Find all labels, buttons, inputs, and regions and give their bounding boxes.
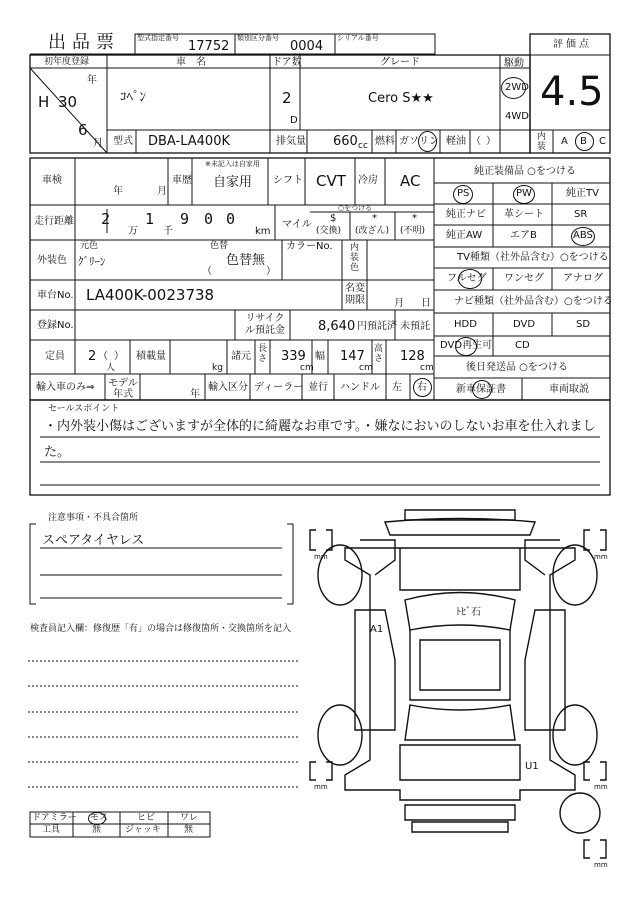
import-parallel: 並行 [308,382,328,393]
equip-tv: 純正TV [566,188,599,199]
grade: Cero S★★ [368,91,434,106]
inspector-label: 検査員記入欄：修復歴「有」の場合は修復箇所・交換箇所を記入 [30,624,292,634]
reg-no-label: 登録No. [37,320,74,331]
handle-left: 左 [392,382,402,393]
rear-bumper [405,805,515,820]
docs-label: 後日発送品 ○をつける [466,362,568,373]
paren-left: （ [471,136,481,147]
selected-circle [513,185,535,204]
score-label: 評価点 [553,39,592,50]
sales-point-line-2: た。 [44,445,71,460]
tv-type-label: TV種類（社外品含む）○をつける [457,252,609,263]
width-label: 幅 [315,351,325,362]
jack-label: ジャッキ [125,825,161,835]
displacement-unit: cc [358,141,368,151]
equip-airbag: エアB [510,230,537,241]
category-value: 0004 [290,39,324,54]
mark-a1: A1 [370,624,384,635]
paren-right: ） [114,351,124,362]
tools-label: 工具 [42,825,61,835]
car-name: ｺﾍﾟﾝ [120,90,146,105]
equip-abs: ABS [573,230,593,241]
navi-dvd-playback: DVD再生可 [440,340,493,351]
mm-spare: mm [594,861,608,869]
width-value: 147 [340,349,365,364]
load-unit: kg [212,363,223,373]
drive-2wd: 2WD [505,82,529,93]
model-year-label: モデル年式 [108,378,138,400]
people-unit: 人 [106,363,116,373]
repaint-label: 色替 [210,241,229,251]
load-label: 積載量 [136,351,166,362]
sales-point-label: セールスポイント [48,404,120,414]
mirror-label: ドアミラー [32,813,77,823]
expiry-month-mark: 月 [394,298,404,309]
chassis-label: 車台No. [37,290,74,301]
equip-leather: 革シート [504,209,544,220]
shaken-month-mark: 月 [157,186,167,197]
notes-label: 注意事項・不具合箇所 [48,513,139,523]
tools-value: 無 [92,825,102,835]
height-unit: cm [420,363,434,373]
rear-left-wheel [318,705,362,765]
circle-note: ○をつける [338,204,373,212]
interior-label: 内装 [537,132,547,152]
grade-label: グレード [380,57,420,68]
doors: 2 [282,89,292,107]
meter-exchange: (交換) [316,226,342,236]
orig-color-label: 元色 [80,241,99,251]
equip-aw: 純正AW [446,230,483,241]
mark-windshield: ﾄﾋﾞ石 [456,607,481,618]
fuel-diesel: 軽油 [446,136,466,147]
era: H [38,93,50,111]
length-value: 339 [281,349,306,364]
form-title: 出品票 [48,32,120,53]
selected-circle [472,380,492,399]
fuel-gasoline: ガソリン [399,136,439,147]
shift-value: CVT [316,172,346,190]
paren-left: （ [202,266,212,277]
chassis-value: LA400K-0023738 [86,286,215,304]
ac-label: 冷房 [358,175,378,186]
car-name-label: 車 名 [176,57,206,68]
navi-hdd: HDD [454,319,477,330]
mark-u1: U1 [525,761,539,772]
model-year-mark: 年 [190,389,200,400]
spare-tire [560,793,600,833]
selected-circle [418,131,437,152]
reg-month: 6 [78,121,88,139]
paren-left: （ [98,351,108,362]
height-value: 128 [400,349,425,364]
navi-dvd: DVD [513,319,536,330]
selected-circle [455,337,477,356]
sales-point-line-1: ・内外装小傷はございますが全体的に綺麗なお車です。・嫌なにおいのしないお車を仕入れまし [44,419,596,434]
registration-label: 車歴 [172,175,192,186]
selected-circle [501,77,526,99]
displacement-label: 排気量 [276,136,306,147]
mileage-digit-4: 0 [204,210,214,228]
paren-right: ） [266,266,276,277]
serial-label: シリアル番号 [337,34,379,42]
registration-note: ※未記入は自家用 [205,160,260,168]
sen-unit: 千 [163,226,173,237]
shift-label: シフト [273,175,303,186]
mirror-value: モス [90,813,109,823]
width-unit: cm [359,363,373,373]
category-label: 類別区分番号 [237,34,279,42]
month-mark: 月 [93,138,103,149]
year-mark: 年 [87,75,97,86]
recycle-unpaid: 未預託 [400,321,430,332]
meter-star-2: * [412,213,417,224]
ac-value: AC [400,172,421,190]
drive-4wd: 4WD [505,111,529,122]
recycle-value: 8,640 [318,319,356,334]
import-type-label: 輸入区分 [208,382,248,393]
model-designation-label: 型式指定番号 [137,34,179,42]
mileage-label: 走行距離 [34,216,74,227]
selected-circle [575,132,594,151]
mileage-digit-5: 0 [226,210,236,228]
height-label: 高さ [374,344,384,364]
man-unit: 万 [128,226,138,237]
km-unit: km [255,226,271,237]
tv-analog: アナログ [563,273,603,284]
selected-circle [458,269,482,289]
model-designation-value: 17752 [188,39,230,54]
meter-dollar: $ [330,213,337,224]
selected-circle [453,185,473,204]
expiry-day-mark: 日 [421,298,431,309]
meter-tampered: (改ざん) [355,226,390,236]
selected-circle [571,227,595,246]
mileage-digit-3: 9 [180,210,190,228]
shaken-year-mark: 年 [113,186,123,197]
car-body-outline [345,548,575,800]
notes-line-1: スペアタイヤレス [42,533,145,548]
type-value: DBA-LA400K [148,134,230,149]
shaken-label: 車検 [42,175,62,186]
reg-year: 30 [58,93,78,111]
fuel-label: 燃料 [375,136,395,147]
registration-value: 自家用 [213,175,253,190]
handle-label: ハンドル [340,382,380,393]
rear-right-wheel [553,705,597,765]
docs-warranty: 新車保証書 [456,384,506,395]
meter-star-1: * [372,213,377,224]
repaint-value: 色替無 [226,253,266,268]
doors-label: ドア数 [272,57,302,68]
equip-ps: PS [457,188,470,199]
mm-front-left: mm [314,553,328,561]
capacity-label: 定員 [45,351,65,362]
jack-value: 無 [184,825,194,835]
dims-label: 諸元 [231,351,251,362]
tv-oneseg: ワンセグ [504,273,544,284]
navi-type-label: ナビ種類（社外品含む）○をつける [454,296,613,307]
interior-b: B [580,136,587,147]
paren-right: ） [486,136,496,147]
mm-rear-right: mm [594,783,608,791]
crack-label: ヒビ [137,813,156,823]
selected-circle [413,378,432,397]
color-no-label: カラーNo. [286,241,333,252]
mileage-digit-2: 1 [145,210,155,228]
score-value: 4.5 [540,69,604,115]
genuine-equipment-label: 純正装備品 ○をつける [474,166,576,177]
displacement-value: 660 [333,134,358,149]
break-label: ワレ [180,813,199,823]
orig-color-value: ｸﾞﾘｰﾝ [78,255,106,268]
selected-circle [88,812,109,825]
door-suffix: D [290,115,298,126]
recycle-label: リサイクル預託金 [245,313,285,336]
equip-pw: PW [516,188,532,199]
navi-sd: SD [576,319,591,330]
recycle-paid: 円預託済 [357,321,397,332]
first-reg-label: 初年度登録 [44,57,90,67]
meter-unknown: (不明) [400,226,426,236]
interior-color-label: 内装色 [350,243,360,273]
import-only-label: 輸入車のみ⇒ [36,382,95,393]
name-expiry-label: 名変期限 [345,283,365,306]
drive-label: 駆動 [504,58,524,69]
color-label: 外装色 [37,255,67,266]
interior-c: C [599,136,606,147]
capacity-value: 2 [88,349,97,364]
interior-a: A [561,136,568,147]
mile-label: マイル [282,219,312,230]
mileage-digit-1: 2 [101,210,111,228]
tv-fullseg: フルセグ [447,273,487,284]
length-label: 長さ [258,344,268,364]
docs-manual: 車両取説 [549,384,589,395]
import-dealer: ディーラー [254,382,304,393]
navi-cd: CD [515,340,530,351]
handle-right: 右 [417,382,427,393]
type-label: 型式 [113,136,133,147]
mm-rear-left: mm [314,783,328,791]
equip-sr: SR [574,209,588,220]
length-unit: cm [300,363,314,373]
mm-front-right: mm [594,553,608,561]
equip-navi: 純正ナビ [446,209,486,220]
